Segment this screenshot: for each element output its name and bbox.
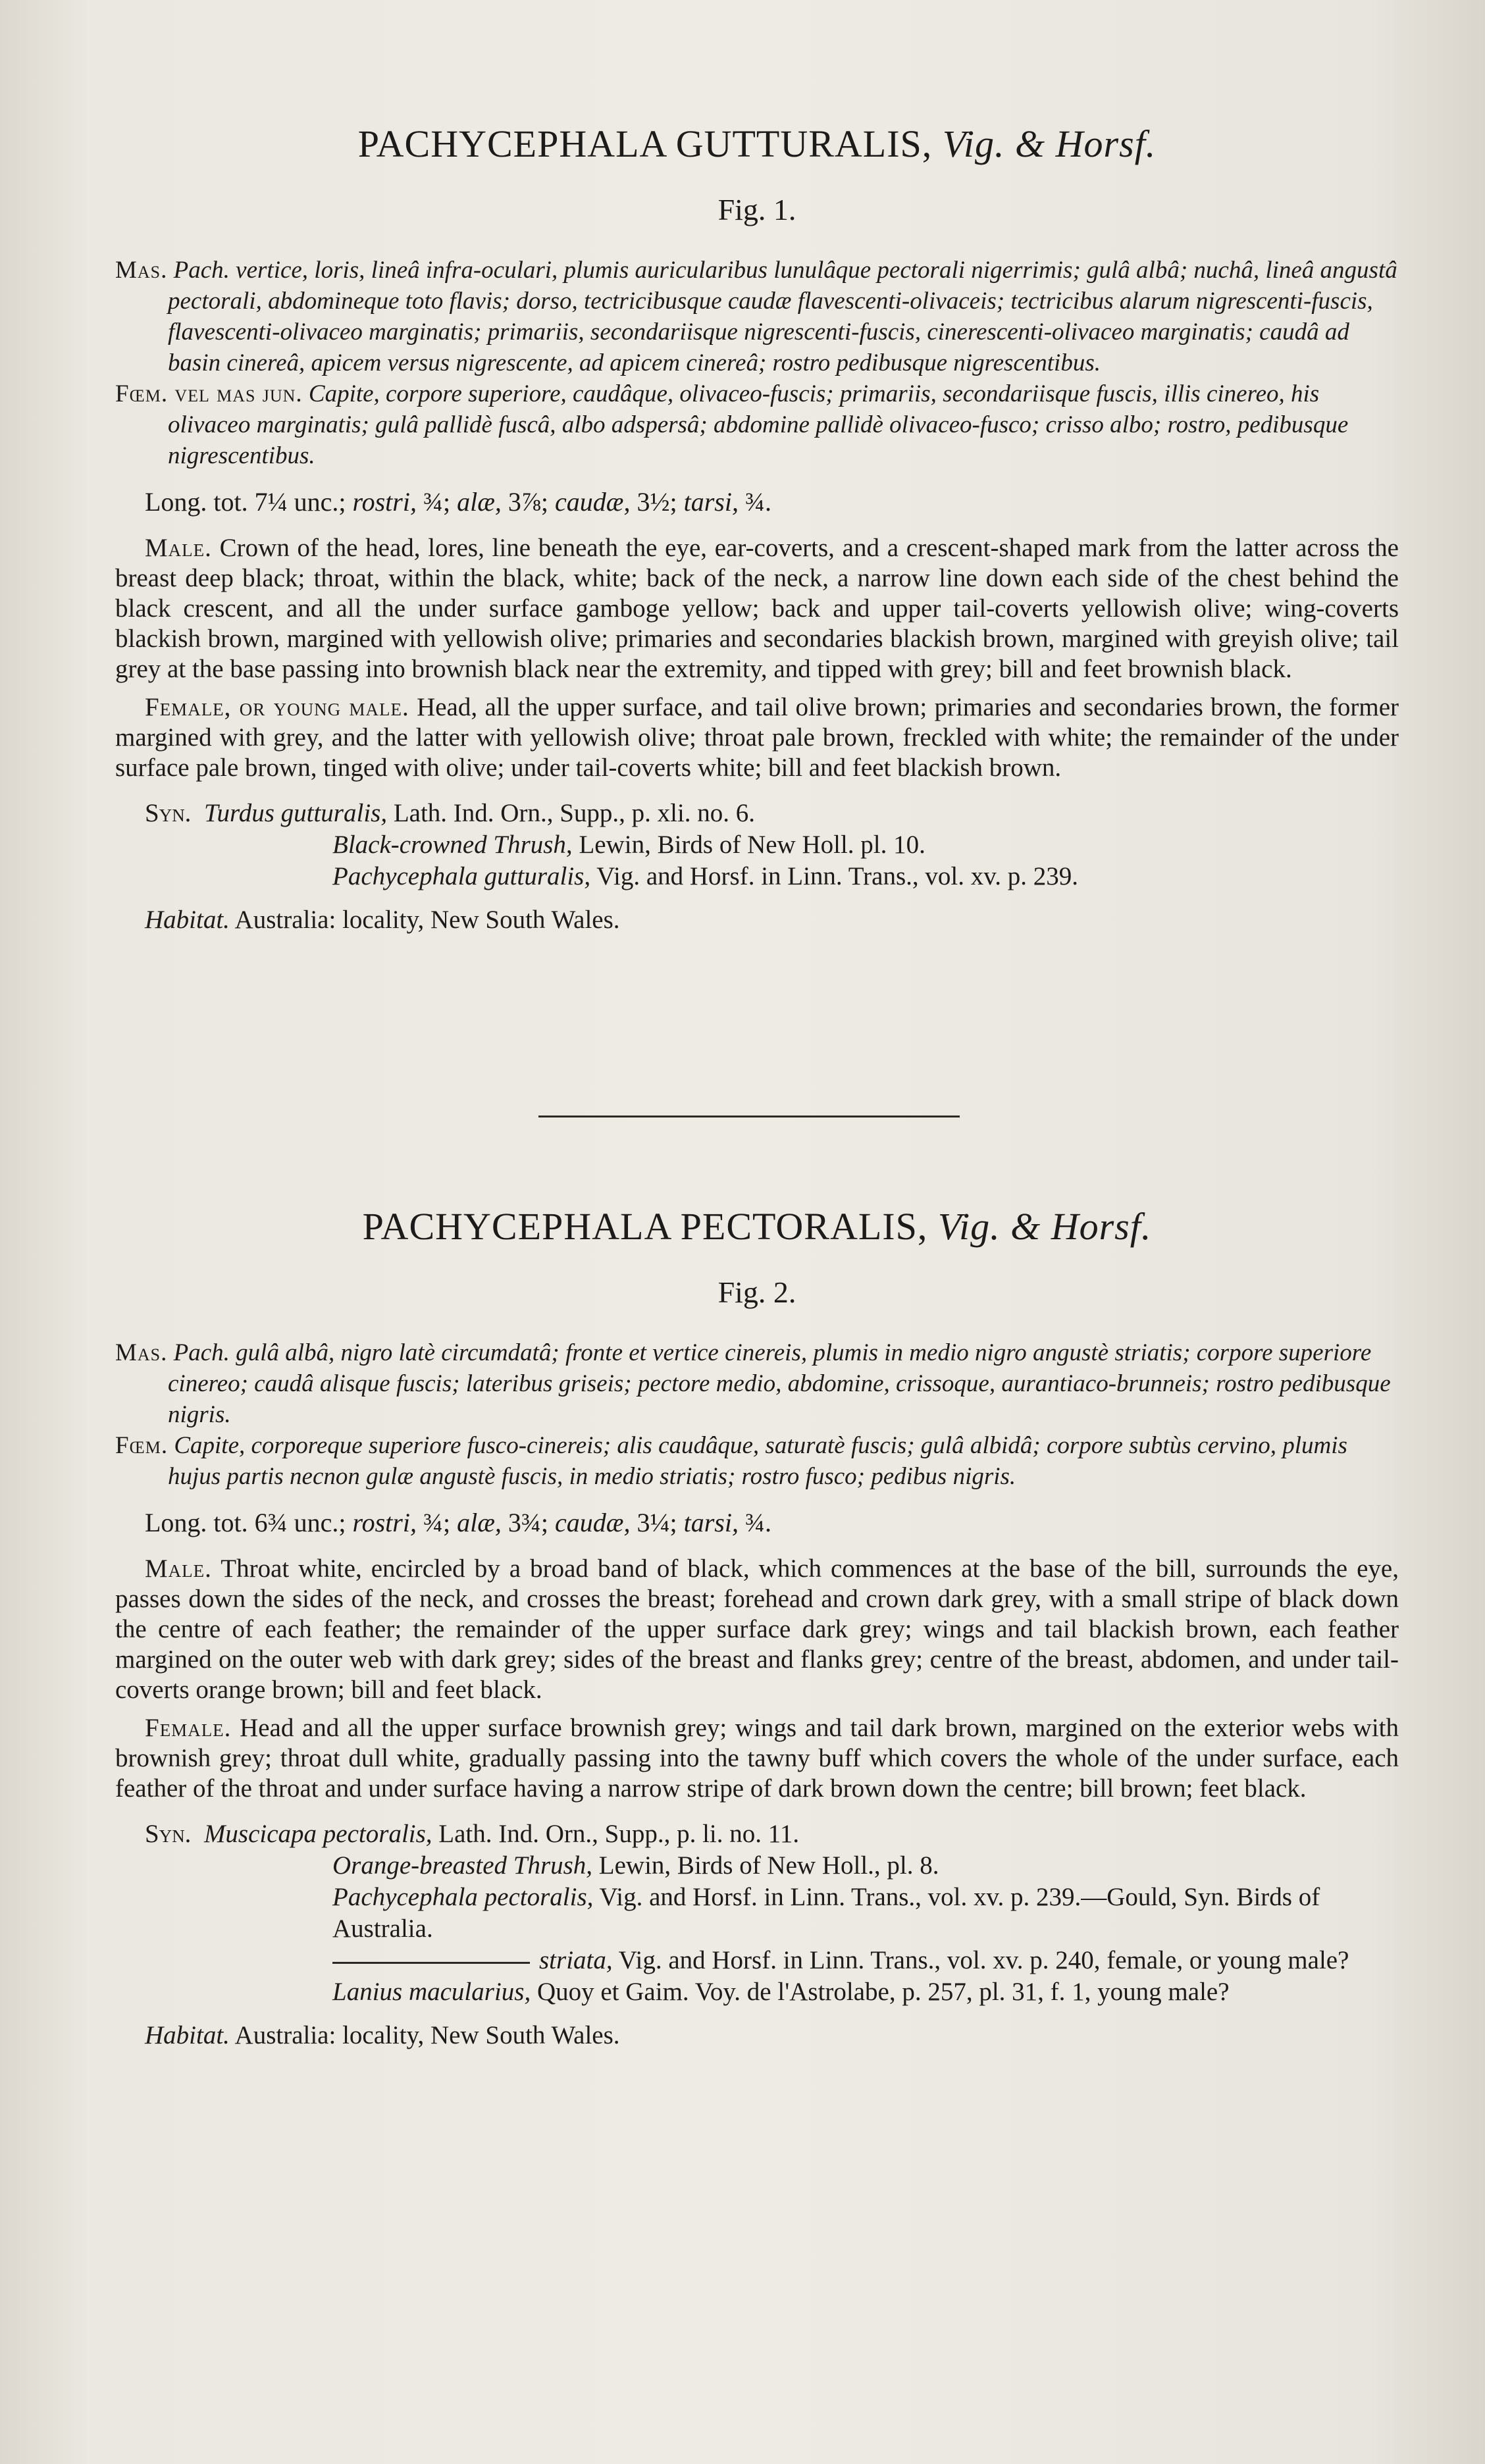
mas-label: Mas. — [115, 1339, 168, 1366]
syn-label: Syn. — [145, 1820, 192, 1848]
synonym-row: Syn. Turdus gutturalis, Lath. Ind. Orn., Supp., p. xli. no. 6. — [145, 799, 756, 827]
habitat-text: Australia: locality, New South Wales. — [234, 906, 620, 934]
section-divider — [538, 1116, 960, 1117]
mas-label: Mas. — [115, 257, 168, 284]
habitat — [115, 904, 1399, 936]
latin-description — [115, 1337, 1399, 1492]
ditto-dash — [332, 1962, 530, 1964]
synonym-row: Lanius macularius, Quoy et Gaim. Voy. de l'Astrolabe, p. 257, pl. 31, f. 1, young male? — [332, 1978, 1230, 2006]
female-description — [115, 692, 1399, 783]
female-label: Female. — [145, 1714, 232, 1742]
male-description — [115, 533, 1399, 684]
foem-label: Fœm. vel mas jun. — [115, 380, 303, 407]
species-entry-2 — [115, 1204, 1399, 2051]
foem-text: Capite, corpore superiore, caudâque, olivaceo-fuscis; primariis, secondariisque fuscis, illis cinereo, his olivaceo marginatis; gulâ pallidè fuscâ, albo adspersâ; abdomine pallidè olivaceo-fusco; crisso albo; rostro, pedibusque nigrescentibus. — [168, 380, 1349, 469]
habitat-label: Habitat. — [145, 2021, 230, 2049]
species-title — [115, 1204, 1399, 1248]
mas-text: Pach. vertice, loris, lineâ infra-oculari, plumis auricularibus lunulâque pectorali nigerrimis; gulâ albâ; nuchâ, lineâ angustâ pectorali, abdomineque toto flavis; dorso, tectricibusque caudæ flavescenti-olivaceis; tectricibus alarum nigrescenti-fuscis, flavescenti-olivaceo marginatis; primariis, secondariisque nigrescenti-fuscis, cinerescenti-olivaceo marginatis; caudâ ad basin cinereâ, apicem versus nigrescente, ad apicem cinereâ; rostro pedibusque nigrescentibus. — [168, 257, 1397, 376]
species-title — [115, 122, 1399, 166]
measurements: Long. tot. 7¼ unc.; rostri, ¾; alæ, 3⅞; caudæ, 3½; tarsi, ¾. — [145, 487, 771, 517]
female-text: Head and all the upper surface brownish grey; wings and tail dark brown, margined on the exterior webs with brownish grey; throat dull white, gradually passing into the tawny buff which covers the whole of the under surface, each feather of the throat and under surface having a narrow stripe of dark brown down the centre; bill brown; feet black. — [115, 1714, 1399, 1803]
latin-male — [115, 255, 1399, 378]
female-description — [115, 1713, 1399, 1804]
female-label: Female, or young male. — [145, 693, 409, 721]
figure-number: Fig. 2. — [717, 1275, 796, 1309]
latin-male — [115, 1337, 1399, 1430]
male-label: Male. — [145, 534, 212, 562]
male-label: Male. — [145, 1554, 212, 1583]
synonymy — [115, 1818, 1399, 2008]
figure-number: Fig. 1. — [717, 193, 796, 226]
species-name: PACHYCEPHALA GUTTURALIS, — [357, 122, 933, 165]
measurements: Long. tot. 6¾ unc.; rostri, ¾; alæ, 3¾; caudæ, 3¼; tarsi, ¾. — [145, 1508, 771, 1537]
synonym-row: Pachycephala pectoralis, Vig. and Horsf. in Linn. Trans., vol. xv. p. 239.—Gould, Syn. Birds of Australia. — [332, 1883, 1320, 1943]
synonym-row: Syn. Muscicapa pectoralis, Lath. Ind. Orn., Supp., p. li. no. 11. — [145, 1820, 800, 1848]
habitat-text: Australia: locality, New South Wales. — [234, 2021, 620, 2049]
latin-description — [115, 255, 1399, 471]
male-description — [115, 1554, 1399, 1705]
foem-text: Capite, corporeque superiore fusco-cinereis; alis caudâque, saturatè fuscis; gulâ albidâ; corpore subtùs cervino, plumis hujus partis necnon gulæ angustè fuscis, in medio striatis; rostro fusco; pedibus nigris. — [168, 1432, 1347, 1490]
species-entry-1 — [115, 122, 1399, 936]
female-text: Head, all the upper surface, and tail olive brown; primaries and secondaries brown, the former margined with grey, and the latter with yellowish olive; throat pale brown, freckled with white; the remainder of the under surface pale brown, tinged with olive; under tail-coverts white; bill and feet blackish brown. — [115, 693, 1399, 782]
habitat — [115, 2020, 1399, 2051]
syn-label: Syn. — [145, 799, 192, 827]
latin-female — [115, 1430, 1399, 1492]
synonym-row: Orange-breasted Thrush, Lewin, Birds of New Holl., pl. 8. — [332, 1851, 939, 1880]
male-text: Throat white, encircled by a broad band of black, which commences at the base of the bill, surrounds the eye, passes down the sides of the neck, and crosses the breast; forehead and crown dark grey, with a small stripe of black down the centre of each feather; the remainder of the upper surface dark grey; wings and tail blackish brown, each feather margined on the outer web with dark grey; sides of the breast and flanks grey; centre of the breast, abdomen, and under tail-coverts orange brown; bill and feet black. — [115, 1554, 1399, 1704]
latin-female — [115, 378, 1399, 471]
synonymy — [115, 798, 1399, 892]
species-author: Vig. & Horsf. — [942, 122, 1157, 165]
mas-text: Pach. gulâ albâ, nigro latè circumdatâ; fronte et vertice cinereis, plumis in medio nigro angustè striatis; corpore superiore cinereo; caudâ alisque fuscis; lateribus griseis; pectore medio, abdomine, crissoque, aurantiaco-brunneis; rostro pedibusque nigris. — [168, 1339, 1391, 1428]
species-author: Vig. & Horsf. — [937, 1205, 1152, 1248]
male-text: Crown of the head, lores, line beneath the eye, ear-coverts, and a crescent-shaped mark from the latter across the breast deep black; throat, within the black, white; back of the neck, a narrow line down each side of the chest behind the black crescent, and all the under surface gamboge yellow; back and upper tail-coverts yellowish olive; wing-coverts blackish brown, margined with yellowish olive; primaries and secondaries blackish brown, margined with greyish olive; tail grey at the base passing into brownish black near the extremity, and tipped with grey; bill and feet brownish black. — [115, 534, 1399, 683]
synonym-row: striata, Vig. and Horsf. in Linn. Trans., vol. xv. p. 240, female, or young male? — [115, 1945, 1399, 1976]
habitat-label: Habitat. — [145, 906, 230, 934]
synonym-row: Pachycephala gutturalis, Vig. and Horsf. in Linn. Trans., vol. xv. p. 239. — [332, 862, 1078, 890]
foem-label: Fœm. — [115, 1432, 169, 1459]
synonym-row: Black-crowned Thrush, Lewin, Birds of New Holl. pl. 10. — [332, 831, 925, 859]
species-name: PACHYCEPHALA PECTORALIS, — [362, 1205, 928, 1248]
